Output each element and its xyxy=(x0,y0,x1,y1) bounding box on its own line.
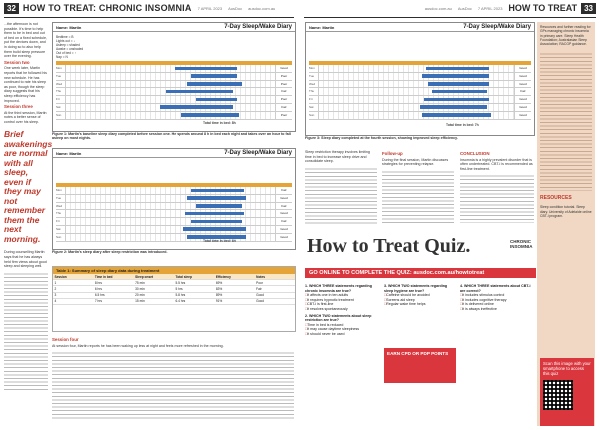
diary-hour-cells xyxy=(66,96,275,103)
diary-day-label: Fri xyxy=(309,96,319,103)
diary-hour-cells xyxy=(319,81,514,88)
diary-hour-cells xyxy=(66,210,275,217)
qr-code-icon[interactable] xyxy=(543,380,573,410)
table-cell: Good xyxy=(256,299,264,304)
diary-hour-cells xyxy=(66,218,275,225)
diary-header xyxy=(53,23,295,32)
table-header-cell: Time in bed xyxy=(93,274,133,279)
diary-day-row xyxy=(309,73,531,81)
diary-hour-cells xyxy=(66,88,275,95)
sleep-period-bar xyxy=(166,90,233,94)
masthead-date-right: 7 APRIL 2023 xyxy=(477,5,503,11)
sleep-quality-cell: Poor xyxy=(275,112,292,119)
sleep-period-bar xyxy=(183,227,246,231)
text-lines xyxy=(540,51,592,191)
sleep-quality-cell: Good xyxy=(514,81,531,88)
sleep-period-bar xyxy=(432,90,487,94)
quiz-header xyxy=(305,232,536,268)
diary-day-row xyxy=(56,112,292,120)
diary-day-label: Thu xyxy=(56,88,66,95)
sleep-quality-cell: Poor xyxy=(275,81,292,88)
sleep-period-bar xyxy=(426,67,488,71)
diary-name-label: Name: Martin xyxy=(56,150,82,156)
subheading: Follow-up xyxy=(382,151,403,156)
sleep-quality-cell: Poor xyxy=(275,73,292,80)
diary-day-label: Thu xyxy=(309,88,319,95)
sleep-quality-cell: Poor xyxy=(275,96,292,103)
diary-day-label: Sat xyxy=(56,104,66,111)
subheading: CONCLUSION xyxy=(460,151,490,156)
masthead-url-left[interactable]: ausdoc.com.au xyxy=(248,5,276,11)
paragraph: ...the afternoon is not possible. It's time to help them to be in bed and out of bed on a fixed schedule, put the devices down, and in doing so to also help them build sleep pressure over the evening. xyxy=(4,22,47,59)
scan-qr-box[interactable] xyxy=(540,358,594,426)
quiz-topic: CHRONIC INSOMNIA xyxy=(510,239,533,250)
sleep-quality-cell: Fair xyxy=(275,104,292,111)
table-cell: 8 hrs xyxy=(94,280,102,285)
right-article-col-2 xyxy=(382,150,454,230)
sleep-period-bar xyxy=(191,220,241,224)
subheading: Session three xyxy=(4,104,33,110)
diary-day-row xyxy=(309,88,531,96)
quiz-option[interactable]: □ It affects one in ten adults xyxy=(305,293,380,298)
page-title-right: HOW TO TREAT xyxy=(508,3,578,13)
diary-day-row xyxy=(309,81,531,89)
diary-hour-cells xyxy=(66,203,275,210)
table-cell: 1 xyxy=(54,280,57,285)
quiz-option[interactable]: □ Time in bed is reduced xyxy=(305,323,380,328)
diary-day-label: Fri xyxy=(56,218,66,225)
table-cell: 20 min xyxy=(135,293,145,298)
diary-legend xyxy=(56,35,146,59)
sleep-period-bar xyxy=(185,212,244,216)
quiz-option[interactable]: □ It may cause daytime sleepiness xyxy=(305,327,380,332)
diary-day-row xyxy=(56,73,292,81)
sleep-period-bar xyxy=(181,113,240,117)
text-lines xyxy=(382,169,454,224)
quiz-option[interactable]: □ Caffeine should be avoided xyxy=(384,293,456,298)
figure-caption: Figure 1: Martin's baseline sleep diary completed before session one. He spends around 8 h in bed each night and takes over an hour to fall asleep on most nights. xyxy=(52,132,291,141)
right-article-col-3 xyxy=(460,150,534,230)
diary-grid xyxy=(56,61,292,120)
table-body xyxy=(53,280,295,305)
sleep-diary-1 xyxy=(52,22,296,132)
table-cell: 5.8 hrs xyxy=(175,293,186,298)
sleep-period-bar xyxy=(420,105,486,109)
quiz-option[interactable]: □ It includes cognitive therapy xyxy=(460,298,534,303)
diary-rows xyxy=(56,65,292,120)
quiz-option[interactable]: □ It should never be used xyxy=(305,332,380,337)
table-cell: 91% xyxy=(215,299,223,304)
table-cell: 89% xyxy=(215,293,223,298)
sleep-period-bar xyxy=(175,67,238,71)
sleep-quality-cell: Good xyxy=(275,210,292,217)
sleep-period-bar xyxy=(422,113,490,117)
table-header-cell: Notes xyxy=(255,274,295,279)
sleep-period-bar xyxy=(422,74,488,78)
diary-day-row xyxy=(309,65,531,73)
lower-article-text xyxy=(52,336,294,426)
table-cell: 75 min xyxy=(135,280,145,285)
legend-item: Asleep = shaded xyxy=(56,43,80,47)
paragraph: During the final session, Martin discusses strategies for preventing relapse. xyxy=(382,157,449,167)
diary-day-row xyxy=(56,96,292,104)
diary-day-row xyxy=(56,187,292,195)
diary-hour-cells xyxy=(66,195,275,202)
right-article-col-1 xyxy=(305,150,377,230)
table-cell: 7 hrs xyxy=(94,299,102,304)
sleep-quality-cell: Good xyxy=(514,96,531,103)
diary-day-label: Tue xyxy=(56,195,66,202)
diary-day-label: Sat xyxy=(309,104,319,111)
table-cell: 83% xyxy=(215,286,223,291)
diary-day-label: Sun xyxy=(56,112,66,119)
diary-hour-cells xyxy=(319,65,514,72)
paragraph: Sleep restriction therapy involves limiting time in bed to increase sleep drive and consolidate sleep. xyxy=(305,150,370,164)
diary-day-label: Mon xyxy=(56,187,66,194)
sleep-period-bar xyxy=(424,98,488,102)
table-header-cell: Sleep onset xyxy=(134,274,174,279)
table-cell: Fair xyxy=(256,286,262,291)
text-lines xyxy=(305,166,377,226)
diary-title: 7-Day Sleep/Wake Diary xyxy=(463,24,531,30)
diary-day-row xyxy=(56,104,292,112)
sleep-quality-cell: Fair xyxy=(275,203,292,210)
quiz-question: 4. WHICH THREE statements about CBT-i are correct? xyxy=(460,284,531,293)
quiz-question: 3. WHICH TWO statements regarding sleep hygiene are true? xyxy=(384,284,448,293)
diary-day-row xyxy=(56,210,292,218)
diary-day-row xyxy=(56,81,292,89)
quiz-option[interactable]: □ It includes stimulus control xyxy=(460,293,534,298)
quiz-question: 1. WHICH THREE statements regarding chronic insomnia are true? xyxy=(305,284,372,293)
diary-day-row xyxy=(56,226,292,234)
diary-total: Total time in bed: 6h xyxy=(203,239,236,243)
diary-day-label: Tue xyxy=(309,73,319,80)
table-cell: 6.4 hrs xyxy=(175,299,186,304)
table-cell: 4 xyxy=(54,299,57,304)
sleep-quality-cell: Good xyxy=(514,73,531,80)
table-header-cell: Total sleep xyxy=(174,274,214,279)
left-masthead xyxy=(4,0,294,16)
quiz-option[interactable]: □ Regular wake time helps xyxy=(384,302,456,307)
sleep-quality-cell: Fair xyxy=(514,88,531,95)
text-lines xyxy=(52,350,294,420)
sleep-diary-2 xyxy=(52,148,296,250)
diary-name-label: Name: Martin xyxy=(56,24,82,30)
table-cell: 69% xyxy=(215,280,223,285)
paragraph: At session four, Martin reports he has been waking up less at night and feels more refreshed in the morning. xyxy=(52,343,224,348)
sleep-period-bar xyxy=(191,189,243,193)
sleep-period-bar xyxy=(160,105,233,109)
masthead-rule-right xyxy=(304,17,596,18)
subheading: Session four xyxy=(52,337,79,342)
quiz-option[interactable]: □ It requires hypnotic treatment xyxy=(305,298,380,303)
paragraph: One week later, Martin reports that he followed his new schedule. He has continued to rate his sleep as poor, though the sleep diary suggests that his sleep efficiency has improved. xyxy=(4,66,47,103)
quiz-column-3 xyxy=(460,282,534,312)
resources-text: Sleep condition tutorial. Sleep diary. University of Adelaide online CBT-i program. xyxy=(540,205,592,219)
scan-instructions: Scan this image with your smartphone to access this quiz xyxy=(543,361,591,376)
diary-rows xyxy=(56,187,292,242)
quiz-option[interactable]: □ It is delivered online xyxy=(460,302,534,307)
table-cell: Good xyxy=(256,293,264,298)
diary-rows xyxy=(309,65,531,120)
table-row xyxy=(53,299,295,305)
diary-day-row xyxy=(309,112,531,120)
diary-header xyxy=(306,23,534,32)
table-cell: 5 hrs xyxy=(175,286,183,291)
subheading: Session two xyxy=(4,59,30,65)
right-masthead xyxy=(304,0,596,16)
diary-day-row xyxy=(56,203,292,211)
quiz-question: 2. WHICH TWO statements about sleep restriction are true? xyxy=(305,313,372,323)
table-cell: 5.5 hrs xyxy=(175,280,186,285)
quiz-title: How to Treat Quiz. xyxy=(307,235,471,257)
text-lines xyxy=(460,173,534,223)
diary-hour-cells xyxy=(66,81,275,88)
masthead-brand-left: AusDoc xyxy=(228,5,243,11)
page-number-left: 32 xyxy=(4,3,19,14)
cpd-points-box: EARN CPD OR PDP POINTS xyxy=(384,348,456,383)
table-cell: 15 min xyxy=(135,299,145,304)
sleep-period-bar xyxy=(191,74,237,78)
table-cell: 30 min xyxy=(135,286,145,291)
sleep-period-bar xyxy=(187,196,246,200)
quiz-column-1 xyxy=(305,282,380,337)
table-cell: Poor xyxy=(256,280,263,285)
pull-quote: Brief awakenings are normal with all sleep, even if they may not remember them the next morning. xyxy=(4,129,53,244)
sleep-quality-cell: Good xyxy=(514,112,531,119)
sleep-period-bar xyxy=(187,82,241,86)
figure-caption: Figure 3: Sleep diary completed at the fourth session, showing improved sleep efficiency. xyxy=(305,136,458,140)
legend-item: Nap = N xyxy=(56,55,68,59)
masthead-date-left: 7 APRIL 2023 xyxy=(197,5,223,11)
diary-day-row xyxy=(309,96,531,104)
sleep-period-bar xyxy=(196,204,242,208)
diary-hour-cells xyxy=(66,187,275,194)
diary-hour-cells xyxy=(66,104,275,111)
diary-hour-cells xyxy=(319,88,514,95)
table-title: Table 1: Summary of sleep diary data during treatment xyxy=(53,267,295,274)
quiz-option[interactable]: □ It resolves spontaneously xyxy=(305,307,380,312)
quiz-option[interactable]: □ CBT-i is first-line xyxy=(305,302,380,307)
diary-day-label: Sat xyxy=(56,226,66,233)
quiz-column-2 xyxy=(384,282,456,307)
diary-header xyxy=(53,149,295,158)
page-number-right: 33 xyxy=(581,3,596,14)
diary-day-row xyxy=(309,104,531,112)
diary-day-label: Wed xyxy=(56,81,66,88)
paragraph: Insomnia is a highly prevalent disorder that is often undertreated. CBT-i is recommended as first-line treatment. xyxy=(460,157,533,171)
table-cell: 6.5 hrs xyxy=(94,293,105,298)
sleep-quality-cell: Fair xyxy=(275,88,292,95)
diary-hour-cells xyxy=(66,73,275,80)
sleep-quality-cell: Good xyxy=(275,226,292,233)
sleep-quality-cell: Good xyxy=(275,65,292,72)
diary-hour-cells xyxy=(319,104,514,111)
diary-day-label: Mon xyxy=(309,65,319,72)
diary-total: Total time in bed: 8h xyxy=(203,121,236,125)
masthead-rule-left xyxy=(4,17,294,18)
table-cell: 2 xyxy=(54,286,57,291)
legend-item: Out of bed = ↑ xyxy=(56,51,77,55)
paragraph: During counselling Martin says that he has always held firm views about good sleep and sleeping well. xyxy=(4,250,47,269)
figure-caption: Figure 2: Martin's sleep diary after sleep restriction was introduced. xyxy=(52,250,168,254)
table-header-cell: Efficiency xyxy=(214,274,254,279)
quiz-option[interactable]: □ Screens aid sleep xyxy=(384,298,456,303)
diary-hour-cells xyxy=(66,234,275,241)
diary-day-label: Thu xyxy=(56,210,66,217)
page-title-left: HOW TO TREAT: CHRONIC INSOMNIA xyxy=(22,3,192,13)
diary-name-label: Name: Martin xyxy=(309,24,335,30)
sleep-quality-cell: Good xyxy=(275,195,292,202)
diary-day-label: Wed xyxy=(309,81,319,88)
sleep-quality-cell: Good xyxy=(514,65,531,72)
quiz-option[interactable]: □ It is always ineffective xyxy=(460,307,534,312)
sleep-quality-cell: Fair xyxy=(275,187,292,194)
diary-day-row xyxy=(56,65,292,73)
quiz-banner[interactable]: GO ONLINE TO COMPLETE THE QUIZ: ausdoc.com.au/howtotreat xyxy=(305,268,536,278)
legend-item: Bedtime = B xyxy=(56,35,74,39)
diary-day-label: Wed xyxy=(56,203,66,210)
table-header-cell: Session xyxy=(53,274,93,279)
sleep-period-bar xyxy=(196,98,238,102)
diary-hour-cells xyxy=(319,73,514,80)
diary-hour-cells xyxy=(66,226,275,233)
references-text: Resources and further reading for GPs managing chronic insomnia in primary care. Sleep Health Foundation; Australasian Sleep Association; RACGP guidance. xyxy=(540,25,591,47)
sleep-period-bar xyxy=(428,82,488,86)
diary-title: 7-Day Sleep/Wake Diary xyxy=(224,24,292,30)
diary-hour-cells xyxy=(319,112,514,119)
diary-day-row xyxy=(56,218,292,226)
diary-hour-cells xyxy=(66,112,275,119)
sleep-quality-cell: Good xyxy=(514,104,531,111)
diary-grid xyxy=(56,183,292,242)
diary-day-label: Tue xyxy=(56,73,66,80)
sleep-quality-cell: Good xyxy=(275,234,292,241)
diary-day-label: Sun xyxy=(309,112,319,119)
diary-day-row xyxy=(56,195,292,203)
table-cell: 6 hrs xyxy=(94,286,102,291)
resources-heading: RESOURCES xyxy=(540,195,572,202)
diary-day-label: Sun xyxy=(56,234,66,241)
diary-day-row xyxy=(56,88,292,96)
diary-hour-cells xyxy=(319,96,514,103)
diary-day-label: Mon xyxy=(56,65,66,72)
diary-grid xyxy=(309,61,531,120)
masthead-brand-right: AusDoc xyxy=(457,5,472,11)
diary-hour-cells xyxy=(66,65,275,72)
diary-day-label: Fri xyxy=(56,96,66,103)
sleep-diary-3 xyxy=(305,22,535,136)
left-article-column xyxy=(4,22,53,426)
diary-title: 7-Day Sleep/Wake Diary xyxy=(224,150,292,156)
legend-item: Lights out = ↓ xyxy=(56,39,76,43)
diary-day-row xyxy=(56,234,292,242)
legend-item: Awake = unshaded xyxy=(56,47,84,51)
table-cell: 3 xyxy=(54,293,57,298)
summary-table xyxy=(52,266,296,332)
text-lines xyxy=(4,271,48,391)
paragraph: At the third session, Martin notes a better sense of control over his sleep. xyxy=(4,110,47,124)
sleep-quality-cell: Fair xyxy=(275,218,292,225)
masthead-url-right[interactable]: ausdoc.com.au xyxy=(424,5,452,11)
diary-total: Total time in bed: 7h xyxy=(446,123,479,127)
